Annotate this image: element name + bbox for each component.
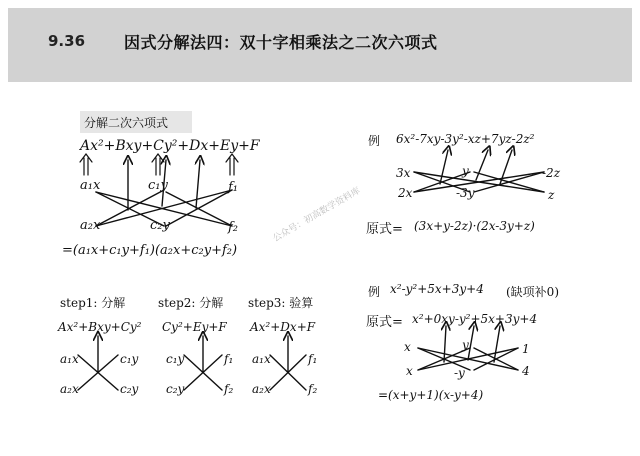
step3-bl: a₂x	[252, 382, 271, 396]
example2-label: 例	[368, 285, 381, 299]
step2-tl: c₁y	[166, 352, 185, 366]
example1-result-label: 原式=	[366, 222, 403, 237]
step2-formula: Cy²+Ey+F	[162, 320, 227, 334]
step2-tr: f₁	[224, 352, 234, 366]
step1-br: c₂y	[120, 382, 139, 396]
example2-expression: x²-y²+5x+3y+4	[390, 282, 484, 296]
general-formula: Ax²+Bxy+Cy²+Dx+Ey+F	[80, 138, 260, 154]
factor-c2y: c₂y	[150, 218, 170, 233]
ex2-bottom-2: -y	[454, 366, 465, 380]
step3-title: step3: 验算	[248, 296, 314, 310]
ex1-bottom-1: 2x	[398, 186, 413, 200]
step-cross-lines	[78, 336, 306, 390]
step1-formula: Ax²+Bxy+Cy²	[58, 320, 142, 334]
ex1-bottom-2: -3y	[456, 186, 475, 200]
general-cross-lines	[96, 160, 232, 226]
double-arrow-icons	[80, 154, 238, 175]
step3-tl: a₁x	[252, 352, 271, 366]
example2-note: (缺项补0)	[506, 285, 559, 299]
section-number: 9.36	[48, 32, 86, 50]
example2-cross-lines	[418, 326, 518, 370]
example2-result: =(x+y+1)(x-y+4)	[378, 388, 484, 402]
ex2-top-2: y	[462, 338, 469, 352]
ex2-bottom-1: x	[406, 364, 413, 378]
watermark: 公众号：初高数学资料库	[271, 186, 363, 245]
example1-cross-lines	[414, 150, 544, 192]
step2-title: step2: 分解	[158, 296, 224, 310]
factor-a2x: a₂x	[80, 218, 101, 233]
factor-a1x: a₁x	[80, 178, 101, 193]
step3-formula: Ax²+Dx+F	[250, 320, 316, 334]
step1-bl: a₂x	[60, 382, 79, 396]
step1-title: step1: 分解	[60, 296, 126, 310]
step2-bl: c₂y	[166, 382, 185, 396]
general-result: =(a₁x+c₁y+f₁)(a₂x+c₂y+f₂)	[62, 243, 238, 258]
example1-expression: 6x²-7xy-3y²-xz+7yz-2z²	[396, 132, 535, 146]
factor-f2: f₂	[228, 220, 239, 235]
factor-f1: f₁	[228, 180, 239, 195]
example2-rewrite-label: 原式=	[366, 315, 403, 330]
step2-br: f₂	[224, 382, 234, 396]
ex2-top-3: 1	[522, 342, 530, 356]
example2-rewrite: x²+0xy-y²+5x+3y+4	[412, 312, 538, 326]
step3-br: f₂	[308, 382, 318, 396]
ex1-bottom-3: z	[548, 188, 555, 202]
ex2-bottom-3: 4	[522, 364, 530, 378]
ex1-top-2: y	[462, 164, 469, 178]
ex2-top-1: x	[404, 340, 411, 354]
ex1-top-1: 3x	[396, 166, 411, 180]
example1-label: 例	[368, 134, 381, 148]
step1-tr: c₁y	[120, 352, 139, 366]
example1-result: (3x+y-2z)·(2x-3y+z)	[414, 219, 535, 233]
page-title: 因式分解法四：双十字相乘法之二次六项式	[124, 33, 438, 52]
factor-c1y: c₁y	[148, 178, 168, 193]
step3-tr: f₁	[308, 352, 318, 366]
step1-tl: a₁x	[60, 352, 79, 366]
ex1-top-3: -2z	[542, 166, 561, 180]
general-heading: 分解二次六项式	[84, 116, 169, 130]
